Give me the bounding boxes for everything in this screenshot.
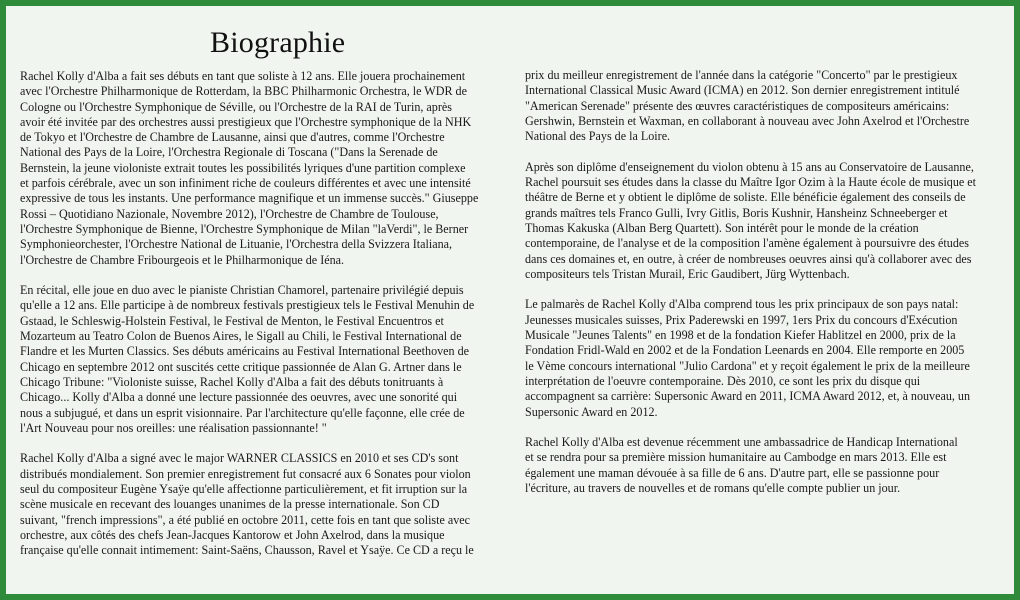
paragraph-studies: Après son diplôme d'enseignement du violon obtenu à 15 ans au Conservatoire de Lausanne, Rachel poursuit ses études dans la classe du Maître Igor Ozim à la Haute école de musique et théâtre de Berne et y obtient le diplôme de soliste. Elle bénéficie également des conseils de grands maîtres tels Franco Gulli, Ivry Gitlis, Boris Kushnir, Hansheinz Schneeberger et Thomas Kakuska (Alban Berg Quartett). Son intérêt pour le monde de la création contemporaine, de l'analyse et de la composition l'amène également à poursuivre des études dans ces domaines et, en outre, à créer de nombreuses oeuvres ainsi qu'à collaborer avec des compositeurs tels Tristan Murail, Eric Gaudibert, Jürg Wyttenbach. [525,159,977,281]
paragraph-award-continued: prix du meilleur enregistrement de l'année dans la catégorie "Concerto" par le prestigieux International Classical Music Award (ICMA) en 2012. Son dernier enregistrement intitulé "American Serenade" présente des œuvres caractéristiques de compositeurs américains: Gershwin, Bernstein et Waxman, en collaborant à nouveau avec John Axelrod et l'Orchestre National des Pays de la Loire. [525,68,970,144]
paragraph-debuts: Rachel Kolly d'Alba a fait ses débuts en tant que soliste à 12 ans. Elle jouera prochainement avec l'Orchestre Philharmonique de Rotterdam, la BBC Philharmonic Orchestra, le WDR de Cologne ou l'Orchestre Symphonique de Séville, ou l'Orchestre de la RAI de Turin, après avoir été invitée par des orchestres aussi prestigieux que l'Orchestre symphonique de la NHK de Tokyo et l'Orchestre de Chambre de Lausanne, ainsi que d'autres, comme l'Orchestre National des Pays de la Loire, l'Orchestra Regionale di Toscana ("Dans la Serenade de Bernstein, la jeune violoniste extrait toutes les possibilités lyriques d'une partition complexe et parfois cérébrale, avec un son infiniment riche de couleurs différentes et avec une intensité expressive de tous les instants. Une performance magnifique et un immense succès." Giuseppe Rossi – Quotidiano Nazionale, Novembre 2012), l'Orchestre de Chambre de Toulouse, l'Orchestre Symphonique de Bienne, l'Orchestre Symphonique de Milan "laVerdi", le Berner Symphonieorchester, l'Orchestre National de Lituanie, l'Orchestra della Svizzera Italiana, l'Orchestre de Chambre Fribourgeois et le Philharmonique de Iéna. [20,69,479,267]
paragraph-warner: Rachel Kolly d'Alba a signé avec le major WARNER CLASSICS en 2010 et ses CD's sont distribués mondialement. Son premier enregistrement fut consacré aux 6 Sonates pour violon seul du compositeur Eugène Ysaÿe qu'elle affectionne particulièrement, et fit irruption sur la scène musicale en recevant des louanges unanimes de la presse internationale. Son CD suivant, "french impressions", a été publié en octobre 2011, cette fois en tant que soliste avec orchestre, aux côtés des chefs Jean-Jacques Kantorow et John Axelrod, dans la musique française qu'elle connait intimement: Saint-Saëns, Chausson, Ravel et Ysaÿe. Ce CD a reçu le [20,451,474,558]
right-column [525,68,1007,512]
paragraph-recital: En récital, elle joue en duo avec le pianiste Christian Chamorel, partenaire privilégié depuis qu'elle a 12 ans. Elle participe à de nombreux festivals prestigieux tels le Festival Menuhin de Gstaad, le Schleswig-Holstein Festival, le Festival de Menton, le Festival Encuentros et Mozarteum au Teatro Colon de Buenos Aires, le Sigall au Chili, le Festival International de Flandre et les Murten Classics. Ses débuts américains au Festival International Beethoven de Chicago en septembre 2012 ont suscités cette critique passionnée de Alan G. Artner dans le Chicago Tribune: "Violoniste suisse, Rachel Kolly d'Alba a fait des débuts tonitruants à Chicago... Kolly d'Alba a donné une lecture passionnée des oeuvres, avec une sonorité qui nous a subjugué, et dans un esprit visionnaire. Par l'architecture qu'elle façonne, elle crée de l'Art Nouveau pour nos oreilles: une réalisation passionnante! " [20,283,475,435]
paragraph-palmares: Le palmarès de Rachel Kolly d'Alba comprend tous les prix principaux de son pays natal: Jeunesses musicales suisses, Prix Paderewski en 1997, 1ers Prix du concours d'Exécution Musicale "Jeunes Talents" en 1998 et de la fondation Kiefer Hablitzel en 2000, prix de la Fondation Fridl-Wald en 2002 et de la Fondation Leenards en 2004. Elle remporte en 2005 le Vème concours international "Julio Cardona" et y reçoit également le prix de la meilleure interprétation de l'oeuvre contemporaine. Dès 2010, ce sont les prix du disque qui accompagnent sa carrière: Supersonic Award en 2011, ICMA Award 2012, et, à nouveau, un Supersonic Award en 2012. [525,297,971,419]
page-title: Biographie [210,26,346,59]
paragraph-humanitarian: Rachel Kolly d'Alba est devenue récemment une ambassadrice de Handicap International et se rendra pour sa première mission humanitaire au Cambodge en mars 2013. Elle est également une maman dévouée à sa fille de 6 ans. D'autre part, elle se passionne pour l'écriture, au travers de nouvelles et de romans qu'elle compte publier un jour. [525,435,958,496]
page-frame [6,6,1014,594]
left-column [20,69,510,574]
